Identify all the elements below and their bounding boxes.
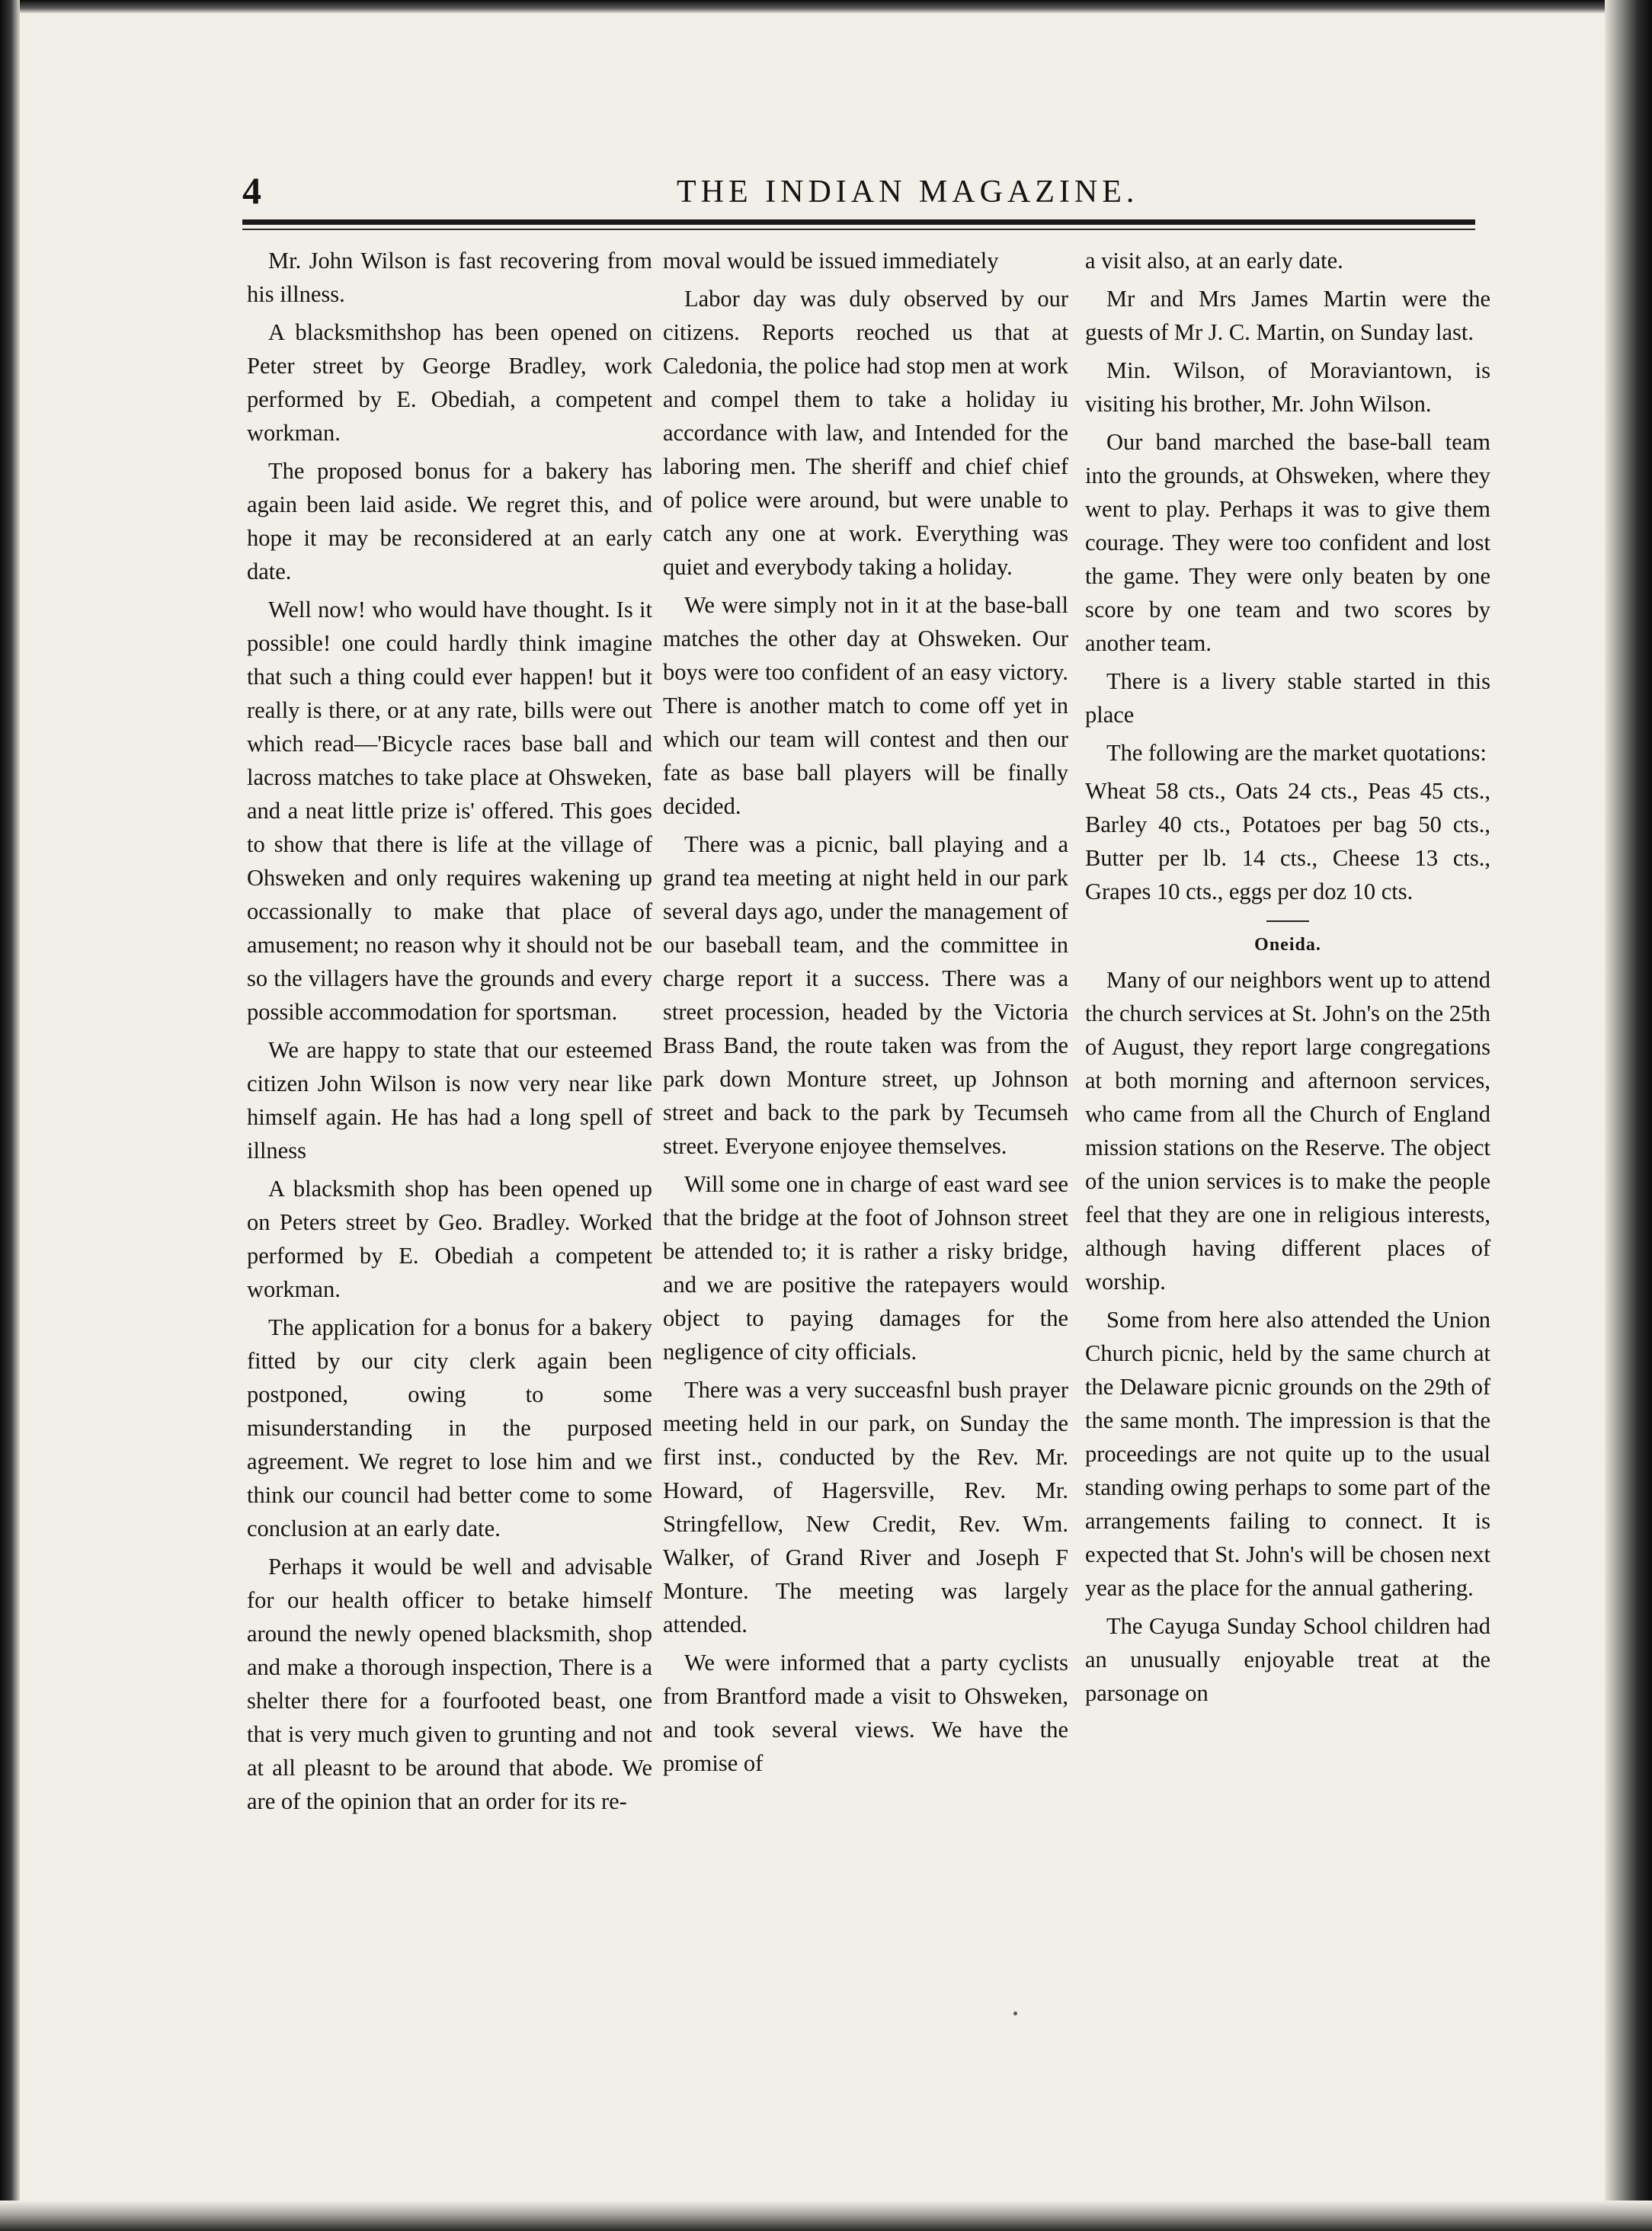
- article-paragraph: Min. Wilson, of Moraviantown, is visiting his brother, Mr. John Wilson.: [1085, 357, 1490, 417]
- running-title: THE INDIAN MAGAZINE.: [677, 174, 1139, 210]
- article-paragraph: a visit also, at an early date.: [1085, 248, 1343, 274]
- article-paragraph: There was a picnic, ball playing and a grand tea meeting at night held in our park several days ago, under the management of our baseball team, and the committee in charge report it a success. There was a street procession, headed by the Victoria Brass Band, the route taken was from the park down Monture street, up Johnson street and back to the park by Tecumseh street. Everyone enjoyee themselves.: [663, 831, 1068, 1159]
- column-1: [247, 244, 652, 1996]
- article-paragraph: moval would be issued immediately: [663, 248, 999, 274]
- article-paragraph: A blacksmithshop has been opened on Peter street by George Bradley, work performed by E. Obediah, a competent workman.: [247, 319, 652, 446]
- article-paragraph: Mr. John Wilson is fast recovering from his illness.: [247, 248, 652, 307]
- article-paragraph: The application for a bonus for a bakery fitted by our city clerk again been postponed, owing to some misunderstanding in the purposed agreement. We regret to lose him and we think our council had better come to some conclusion at an early date.: [247, 1314, 652, 1541]
- article-paragraph: There is a livery stable started in this place: [1085, 668, 1490, 728]
- article-paragraph: The following are the market quotations:: [1106, 740, 1487, 766]
- header-rule-thick: [242, 219, 1475, 225]
- article-paragraph: Some from here also attended the Union Church picnic, held by the same church at the Delaware picnic grounds on the 29th of the same month. The impression is that the proceedings are not quite up to the usual standing owing perhaps to some part of the arrangements failing to connect. It is expected that St. John's will be chosen next year as the place for the annual gathering.: [1085, 1307, 1490, 1601]
- scan-edge-top: [0, 0, 1652, 14]
- article-paragraph: We are happy to state that our esteemed citizen John Wilson is now very near like himself again. He has had a long spell of illness: [247, 1037, 652, 1164]
- column-3: [1085, 244, 1490, 1996]
- article-paragraph: The Cayuga Sunday School children had an unusually enjoyable treat at the parsonage on: [1085, 1613, 1490, 1706]
- article-paragraph: Labor day was duly observed by our citizens. Reports reoched us that at Caledonia, the police had stop men at work and compel them to take a holiday iu accordance with law, and Intended for the laboring men. The sheriff and chief chief of police were around, but were unable to catch any one at work. Everything was quiet and everybody taking a holiday.: [663, 286, 1068, 580]
- article-paragraph: Our band marched the base-ball team into the grounds, at Ohsweken, where they went to play. Perhaps it was to give them courage. They were too confident and lost the game. They were only beaten by one score by one team and two scores by another team.: [1085, 429, 1490, 656]
- article-paragraph: The proposed bonus for a bakery has again been laid aside. We regret this, and hope it may be reconsidered at an early date.: [247, 458, 652, 584]
- article-paragraph: Well now! who would have thought. Is it possible! one could hardly think imagine that such a thing could ever happen! but it really is there, or at any rate, bills were out which read—'Bicycle races base ball and lacross matches to take place at Ohsweken, and a neat little prize is' offered. This goes to show that there is life at the village of Ohsweken and only requires wakening up occassionally to make that place of amusement; no reason why it should not be so the villagers have the grounds and every possible accommodation for sportsman.: [247, 597, 652, 1025]
- header-rule-thin: [242, 229, 1475, 230]
- article-paragraph: Perhaps it would be well and advisable for our health officer to betake himself around the newly opened blacksmith, shop and make a thorough inspection, There is a shelter there for a fourfooted beast, one that is very much given to grunting and not at all pleasnt to be around that abode. We are of the opinion that an order for its re-: [247, 1554, 652, 1814]
- article-paragraph: Will some one in charge of east ward see that the bridge at the foot of Johnson street be attended to; it is rather a risky bridge, and we are positive the ratepayers would object to paying damages for the negligence of city officials.: [663, 1171, 1068, 1365]
- article-paragraph: Mr and Mrs James Martin were the guests of Mr J. C. Martin, on Sunday last.: [1085, 286, 1490, 345]
- scan-edge-right: [1605, 0, 1652, 2231]
- scan-edge-bottom: [0, 2201, 1652, 2231]
- section-heading: Oneida.: [1254, 935, 1321, 955]
- article-paragraph: We were simply not in it at the base-ball matches the other day at Ohsweken. Our boys were too confident of an easy victory. There is another match to come off yet in which our team will contest and then our fate as base ball players will be finally decided.: [663, 592, 1068, 819]
- article-paragraph: There was a very succeasfnl bush prayer meeting held in our park, on Sunday the first inst., conducted by the Rev. Mr. Howard, of Hagersville, Rev. Mr. Stringfellow, New Credit, Rev. Wm. Walker, of Grand River and Joseph F Monture. The meeting was largely attended.: [663, 1377, 1068, 1637]
- ink-speck: [1013, 2012, 1017, 2015]
- article-paragraph: Many of our neighbors went up to attend the church services at St. John's on the 25th of August, they report large congregations at both morning and afternoon services, who came from all the Church of England mission stations on the Reserve. The object of the union services is to make the people feel that they are one in religious interests, although having different places of worship.: [1085, 967, 1490, 1295]
- scan-edge-left: [0, 0, 20, 2231]
- section-divider: [1266, 920, 1309, 922]
- market-quotations: Wheat 58 cts., Oats 24 cts., Peas 45 cts., Barley 40 cts., Potatoes per bag 50 cts., Butter per lb. 14 cts., Cheese 13 cts., Grapes 10 cts., eggs per doz 10 cts.: [1085, 778, 1490, 904]
- page-number: 4: [242, 169, 261, 212]
- article-paragraph: We were informed that a party cyclists from Brantford made a visit to Ohsweken, and took several views. We have the promise of: [663, 1650, 1068, 1776]
- article-paragraph: A blacksmith shop has been opened up on Peters street by Geo. Bradley. Worked performed by E. Obediah a competent workman.: [247, 1176, 652, 1302]
- page-header: [242, 168, 1477, 221]
- column-2: [663, 244, 1068, 1996]
